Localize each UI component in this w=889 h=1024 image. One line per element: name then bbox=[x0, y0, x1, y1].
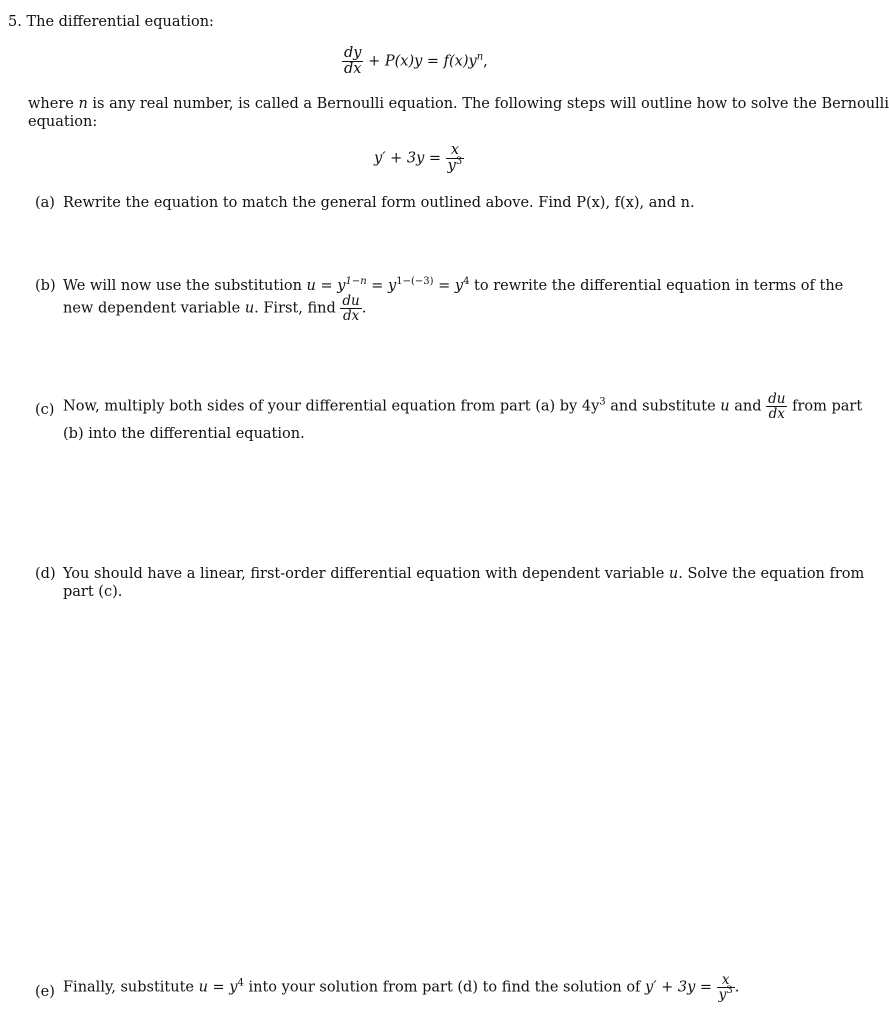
du-dx-fraction: $\frac{du}{dx}$ bbox=[342, 293, 360, 324]
part-b-line-2: new dependent variable u. First, find $\frac{du}{dx}$ . bbox=[63, 293, 367, 324]
part-c-label: (c) bbox=[35, 402, 55, 418]
part-b-line-1: We will now use the substitution $u = y^{1-n} = y^{1-(-3)} = y^4$ to rewrite the differential equation in terms of the bbox=[63, 276, 844, 294]
x-over-y-cubed-fraction: $\frac{x}{y^3}$ bbox=[718, 972, 733, 1003]
intro-line-1: where n is any real number, is called a Bernoulli equation. The following steps will outline how to solve the Bernoulli bbox=[28, 96, 889, 112]
x-over-y-cubed-fraction: $\frac{x}{y^3}$ bbox=[447, 142, 463, 174]
part-d-line-2: part (c). bbox=[63, 584, 123, 600]
part-a-text: Rewrite the equation to match the general form outlined above. Find P(x), f(x), and n. bbox=[63, 195, 695, 211]
du-dx-fraction: $\frac{du}{dx}$ bbox=[768, 391, 786, 422]
intro-line-2: equation: bbox=[28, 114, 98, 130]
part-e-label: (e) bbox=[35, 984, 55, 1000]
dy-dx-fraction: $\frac{dy}{dx}$ bbox=[344, 45, 362, 77]
part-d-label: (d) bbox=[35, 566, 56, 582]
part-c-line-2: (b) into the differential equation. bbox=[63, 426, 305, 442]
part-a-label: (a) bbox=[35, 195, 55, 211]
part-d-line-1: You should have a linear, first-order differential equation with dependent variable u. Solve the equation from bbox=[63, 566, 865, 582]
bernoulli-general-equation: $\frac{dy}{dx}$ + $P(x)y = f(x)y^n$, bbox=[344, 45, 488, 77]
problem-header bbox=[8, 13, 214, 31]
example-equation: y′ + 3y = $\frac{x}{y^3}$ bbox=[374, 142, 463, 174]
part-b-label: (b) bbox=[35, 278, 56, 294]
problem-number: 5. bbox=[8, 14, 22, 30]
part-e-line-1: Finally, substitute $u = y^4$ into your solution from part (d) to find the solution of y′ + 3y = $\frac{x}{y^3}$ . bbox=[63, 972, 740, 1003]
problem-title: The differential equation: bbox=[26, 14, 214, 30]
part-c-line-1: Now, multiply both sides of your differential equation from part (a) by $4y^3$ and substitute u and $\frac{du}{dx}$ from part bbox=[63, 391, 863, 422]
